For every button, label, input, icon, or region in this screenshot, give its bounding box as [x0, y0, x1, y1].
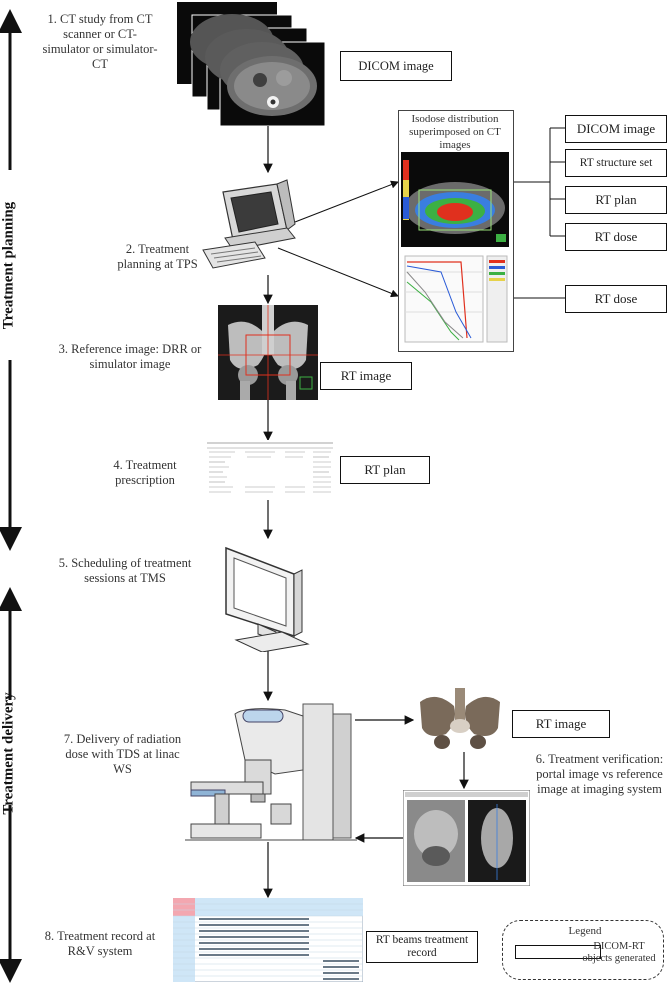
isodose-ct-image [401, 152, 509, 247]
rt-structure-set-box: RT structure set [565, 149, 667, 177]
side-label-delivery: Treatment delivery [0, 692, 17, 815]
arrow-tps-to-isodose [295, 182, 398, 222]
step1-label: 1. CT study from CT scanner or CT-simulator or simulator-CT [42, 12, 158, 71]
step3-label: 3. Reference image: DRR or simulator image [58, 342, 202, 371]
linac-machine [185, 700, 357, 842]
rt-image-portal-box: RT image [512, 710, 610, 738]
rv-record-table [173, 898, 363, 982]
legend-title: Legend [568, 925, 602, 937]
drr-reference-image [218, 305, 318, 400]
portal-pelvis-image [414, 688, 506, 752]
step2-label: 2. Treatment planning at TPS [117, 242, 198, 271]
rt-dose-box-1: RT dose [565, 223, 667, 251]
dose-volume-plot [401, 252, 509, 348]
legend-item-label: DICOM-RT objects generated [582, 941, 656, 964]
rt-plan-tps-box: RT plan [565, 186, 667, 214]
isodose-caption: Isodose distribution superimposed on CT images [409, 113, 501, 151]
rt-plan-rx-box: RT plan [340, 456, 430, 484]
step4-label: 4. Treatment prescription [113, 458, 177, 487]
verification-image-pair [403, 790, 530, 886]
step5-label: 5. Scheduling of treatment sessions at TMS [58, 556, 192, 585]
rt-dose-box-2: RT dose [565, 285, 667, 313]
step6-label: 6. Treatment verification: portal image vs reference image at imaging system [535, 752, 664, 796]
rt-beams-record-box: RT beams treatment record [366, 931, 478, 963]
step7-label: 7. Delivery of radiation dose with TDS at linac WS [63, 732, 182, 776]
side-label-planning: Treatment planning [0, 201, 17, 330]
tms-monitor-icon [218, 540, 320, 652]
rt-image-ref-box: RT image [320, 362, 412, 390]
prescription-table [205, 440, 335, 500]
ct-image-stack [172, 2, 332, 126]
dicom-image-tps-box: DICOM image [565, 115, 667, 143]
step8-label: 8. Treatment record at R&V system [44, 929, 156, 958]
dicom-image-ct-box: DICOM image [340, 51, 452, 81]
tps-computer-icon [195, 178, 300, 278]
